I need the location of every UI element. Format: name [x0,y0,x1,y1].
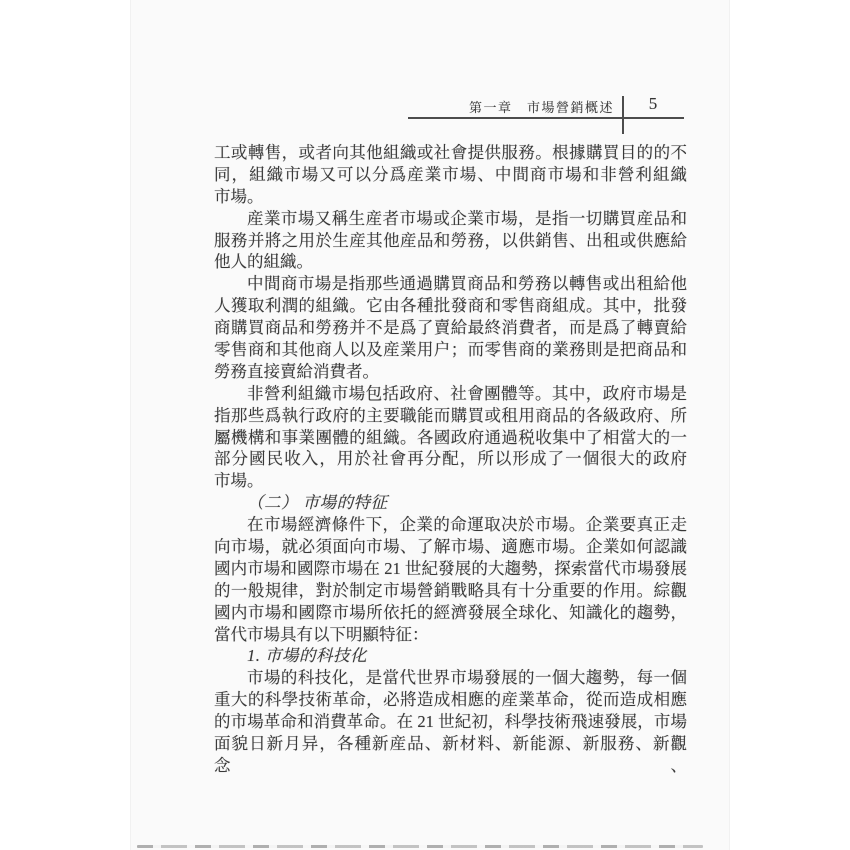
text-line: 他人的組織。 [214,252,313,272]
text-line: 同，組織市場又可以分爲産業市場、中間商市場和非營利組織 [214,164,687,184]
section-heading: （二） 市場的特征 [247,493,388,513]
text-line: 向市場，就必須面向市場、了解市場、適應市場。企業如何認識 [214,537,687,557]
body-text [214,142,687,775]
text-line: 市場。 [214,471,264,491]
text-line: 當代市場具有以下明顯特征： [214,624,429,644]
text-line: 商購買商品和勞務并不是爲了賣給最終消費者，而是爲了轉賣給 [214,318,687,338]
text-line: 市場的科技化，是當代世界市場發展的一個大趨勢，每一個 [247,668,687,688]
text-line: 面貌日新月异，各種新産品、新材料、新能源、新服務、新觀念、 [214,734,687,775]
text-line: 在市場經濟條件下，企業的命運取决於市場。企業要真正走 [247,515,687,535]
text-line: 國内市場和國際市場所依托的經濟發展全球化、知識化的趨勢， [214,602,687,622]
text-line: 非營利組織市場包括政府、社會團體等。其中，政府市場是 [247,383,687,403]
text-line: 勞務直接賣給消費者。 [214,361,379,381]
text-line: 市場。 [214,186,264,206]
text-line: 産業市場又稱生産者市場或企業市場，是指一切購買産品和 [247,208,687,228]
page-number: 5 [648,94,658,113]
text-line: 屬機構和事業團體的組織。各國政府通過税收集中了相當大的一 [214,427,687,447]
text-line: 人獲取利潤的組織。它由各種批發商和零售商組成。其中，批發 [214,296,687,316]
book-page [130,0,730,850]
text-line: 的一般規律，對於制定市場營銷戰略具有十分重要的作用。綜觀 [214,580,687,600]
text-line: 工或轉售，或者向其他組織或社會提供服務。根據購買目的的不 [214,143,687,162]
text-line: 中間商市場是指那些通過購買商品和勞務以轉售或出租給他 [247,274,687,294]
text-line: 零售商和其他商人以及産業用户；而零售商的業務則是把商品和 [214,340,687,360]
header-rule [408,117,684,119]
scan-artifact [137,845,703,848]
text-line: 國内市場和國際市場在 21 世紀發展的大趨勢，探索當代市場發展 [214,558,687,578]
text-line: 重大的科學技術革命，必將造成相應的産業革命，從而造成相應 [214,690,687,710]
text-line: 指那些爲執行政府的主要職能而購買或租用商品的各級政府、所 [214,405,687,425]
text-line: 部分國民收入，用於社會再分配，所以形成了一個很大的政府 [214,449,687,469]
section-heading: 1. 市場的科技化 [247,646,367,666]
text-line: 的市場革命和消費革命。在 21 世紀初，科學技術飛速發展，市場 [214,712,687,732]
text-line: 服務并將之用於生産其他産品和勞務，以供銷售、出租或供應給 [214,230,687,250]
running-head-chapter-title: 第一章 市場營銷概述 [468,100,614,115]
